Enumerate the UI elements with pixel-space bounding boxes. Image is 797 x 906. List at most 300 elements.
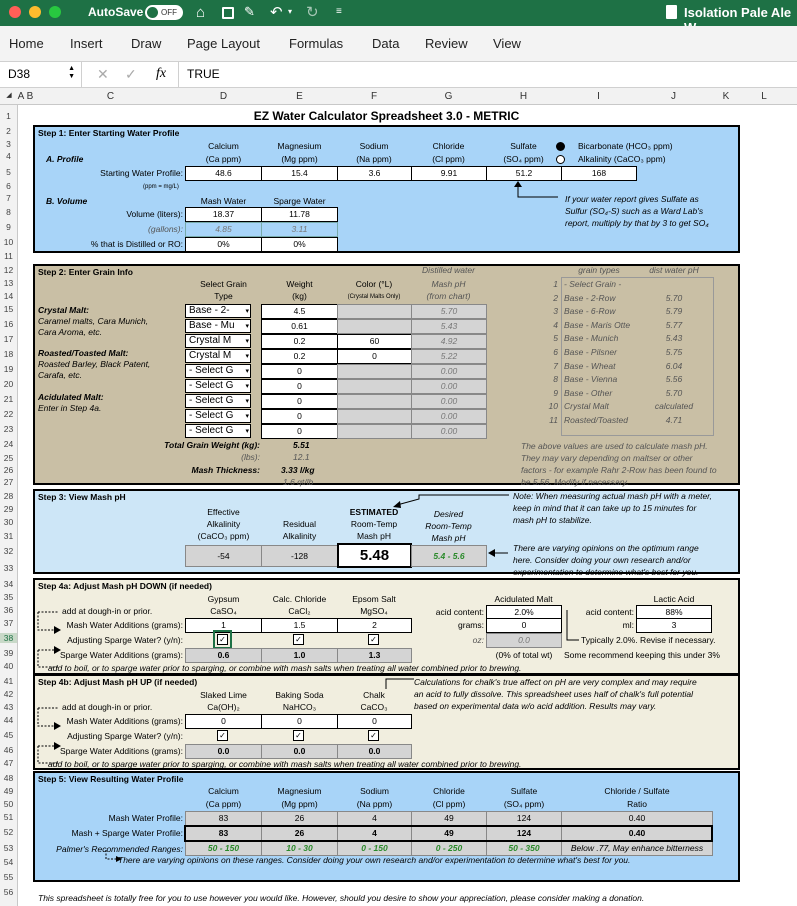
palmer-range-value: 0 - 150 bbox=[337, 841, 412, 856]
start-sodium-input[interactable]: 3.6 bbox=[337, 166, 412, 181]
grain-weight-input[interactable]: 0.2 bbox=[261, 349, 338, 364]
row-header[interactable]: 3 bbox=[6, 139, 11, 149]
step4a-heading: Step 4a: Adjust Mash pH DOWN (if needed) bbox=[38, 581, 212, 591]
mash-profile-value: 0.40 bbox=[561, 811, 713, 826]
undo-icon[interactable]: ↶ bbox=[270, 4, 283, 21]
gallons-label: (gallons): bbox=[148, 224, 183, 234]
sparge-gallons: 3.11 bbox=[261, 222, 338, 237]
col-header-i[interactable]: I bbox=[597, 91, 600, 102]
grain-list-name: Base - 2-Row bbox=[564, 292, 616, 303]
row-header[interactable]: 53 bbox=[3, 843, 14, 853]
row-header[interactable]: 5 bbox=[6, 167, 11, 177]
step1-unit-sulfate: (SO₄ ppm) bbox=[503, 154, 544, 164]
recommend-note: Some recommend keeping this under 3% bbox=[564, 650, 720, 660]
mash-thickness-value: 3.33 l/kg bbox=[281, 465, 315, 475]
grain-mash-ph: 0.00 bbox=[411, 364, 487, 379]
col-header-f[interactable]: F bbox=[370, 91, 378, 102]
grain-color-input bbox=[337, 394, 412, 409]
mash-thickness-qt: 1.6 qt/lb bbox=[283, 477, 314, 487]
step1-unit-magnesium: (Mg ppm) bbox=[281, 154, 318, 164]
sparge-liters-input[interactable]: 11.78 bbox=[261, 207, 338, 222]
title-bar bbox=[0, 0, 797, 26]
roasted-malt-desc-1: Roasted Barley, Black Patent, bbox=[38, 359, 151, 369]
grain-mash-ph: 0.00 bbox=[411, 409, 487, 424]
select-all-icon[interactable]: ◢ bbox=[6, 92, 12, 99]
residual-header-1: Residual bbox=[282, 519, 317, 529]
result-unit: (Na ppm) bbox=[356, 799, 393, 809]
desired-header-2: Room-Temp bbox=[425, 521, 472, 531]
chalk-sparge-checkbox[interactable]: ✓ bbox=[368, 730, 379, 741]
footer-note: This spreadsheet is totally free for you to use however you would like. However, should you desire to show your appreciation, please consider making a donation. bbox=[38, 893, 645, 903]
acid-content-input[interactable]: 2.0% bbox=[486, 605, 562, 620]
row-header[interactable]: 48 bbox=[3, 773, 14, 783]
dropdown-arrow-icon: ▾ bbox=[245, 413, 249, 420]
total-weight-label: Total Grain Weight (kg): bbox=[164, 440, 260, 450]
row-header[interactable]: 51 bbox=[3, 812, 14, 822]
effective-header-1: Effective bbox=[207, 507, 240, 517]
result-header: Chloride / Sulfate bbox=[604, 786, 670, 796]
tab-page-layout[interactable]: Page Layout bbox=[187, 36, 261, 51]
row-header[interactable]: 14 bbox=[3, 291, 14, 301]
row-headers bbox=[0, 105, 18, 906]
row-header[interactable]: 47 bbox=[3, 758, 14, 768]
cell-reference: D38 bbox=[8, 67, 31, 81]
col-header-e[interactable]: E bbox=[296, 91, 303, 102]
col-header-b[interactable]: B bbox=[26, 91, 34, 102]
step1-unit-calcium: (Ca ppm) bbox=[205, 154, 242, 164]
grain-type-value: Crystal M bbox=[189, 335, 232, 346]
mash-profile-value: 124 bbox=[486, 811, 562, 826]
row-header[interactable]: 30 bbox=[3, 517, 14, 527]
total-profile-value: 26 bbox=[261, 826, 338, 841]
cancel-formula-icon[interactable]: ✕ bbox=[97, 66, 109, 82]
result-header: Magnesium bbox=[277, 786, 322, 796]
result-unit: Ratio bbox=[627, 799, 647, 809]
tab-formulas[interactable]: Formulas bbox=[289, 36, 344, 51]
grain-list-number: 11 bbox=[549, 415, 558, 425]
grain-list-name: Base - 6-Row bbox=[564, 306, 616, 317]
grain-weight-input[interactable]: 0 bbox=[261, 394, 338, 409]
estimated-header-3: Mash pH bbox=[356, 531, 391, 541]
epsom-salt-header: Epsom Salt bbox=[352, 594, 396, 604]
roasted-malt-label: Roasted/Toasted Malt: bbox=[38, 348, 129, 358]
row-header[interactable]: 55 bbox=[3, 872, 14, 882]
step1-unit-sodium: (Na ppm) bbox=[356, 154, 392, 164]
acidulated-malt-header: Acidulated Malt bbox=[494, 594, 553, 604]
row-header[interactable]: 40 bbox=[3, 661, 14, 671]
baking-soda-mash-input[interactable]: 0 bbox=[261, 714, 338, 729]
desired-header-1: Desired bbox=[433, 509, 464, 519]
mash-profile-value: 4 bbox=[337, 811, 412, 826]
row-header[interactable]: 41 bbox=[3, 676, 14, 686]
formula-bar bbox=[0, 62, 797, 88]
grain-type-select[interactable] bbox=[185, 304, 251, 318]
lactic-ml-input[interactable]: 3 bbox=[636, 618, 712, 633]
dropdown-arrow-icon: ▾ bbox=[245, 308, 249, 315]
start-bicarbonate-input[interactable]: 168 bbox=[561, 166, 637, 181]
effective-header-2: Alkalinity bbox=[206, 519, 241, 529]
grain-type-value: - Select G bbox=[189, 410, 234, 421]
volume-label: B. Volume bbox=[46, 196, 88, 206]
row-header[interactable]: 11 bbox=[4, 251, 13, 261]
crystal-malt-label: Crystal Malt: bbox=[38, 305, 90, 315]
start-calcium-input[interactable]: 48.6 bbox=[185, 166, 262, 181]
chalk-note-2: an acid to fully dissolve. This spreadsheet uses half of chalk's full potential bbox=[414, 689, 693, 699]
row-header[interactable]: 18 bbox=[3, 349, 14, 359]
grain-list-name: Base - Maris Otte bbox=[564, 319, 631, 330]
row-header[interactable]: 10 bbox=[3, 237, 14, 247]
total-profile-value: 83 bbox=[185, 826, 262, 841]
grain-weight-input[interactable]: 0 bbox=[261, 379, 338, 394]
row-header[interactable]: 24 bbox=[3, 439, 14, 449]
grain-list-number: 3 bbox=[553, 306, 558, 317]
col-header-l[interactable]: L bbox=[761, 91, 767, 102]
start-sulfate-input[interactable]: 51.2 bbox=[486, 166, 562, 181]
grain-color-input bbox=[337, 304, 412, 319]
meter-note-1: Note: When measuring actual mash pH with a meter, bbox=[513, 491, 712, 501]
row-header[interactable]: 31 bbox=[3, 531, 14, 541]
mash-ro-input[interactable]: 0% bbox=[185, 237, 262, 252]
grain-type-value: - Select G bbox=[189, 380, 234, 391]
row-header[interactable]: 32 bbox=[3, 546, 14, 556]
confirm-formula-icon[interactable]: ✓ bbox=[125, 66, 137, 82]
grain-weight-input[interactable]: 4.5 bbox=[261, 304, 338, 319]
grain-list-ph: 5.70 bbox=[665, 292, 683, 303]
grain-weight-input[interactable]: 0 bbox=[261, 409, 338, 424]
col-header-a[interactable]: A bbox=[17, 91, 25, 102]
row-header[interactable]: 4 bbox=[6, 151, 11, 161]
maximize-window-button[interactable] bbox=[49, 6, 61, 18]
mash-additions-label-4b: Mash Water Additions (grams): bbox=[66, 716, 183, 726]
row-header[interactable]: 39 bbox=[3, 648, 14, 658]
palmer-range-value: 50 - 150 bbox=[185, 841, 262, 856]
row-header[interactable]: 42 bbox=[3, 689, 14, 699]
baking-soda-sparge-value: 0.0 bbox=[261, 744, 338, 759]
grain-color-input[interactable]: 0 bbox=[337, 349, 412, 364]
fx-icon[interactable]: fx bbox=[156, 66, 167, 81]
gypsum-header: Gypsum bbox=[207, 594, 240, 604]
grain-mash-ph: 0.00 bbox=[411, 394, 487, 409]
adjust-sparge-label-4a: Adjusting Sparge Water? (y/n): bbox=[67, 635, 183, 645]
file-icon bbox=[666, 5, 677, 19]
step1-header-sulfate: Sulfate bbox=[510, 141, 537, 151]
mash-profile-value: 83 bbox=[185, 811, 262, 826]
window-title: Isolation Pale Ale bbox=[684, 5, 792, 20]
undo-dropdown-icon[interactable]: ▾ bbox=[288, 7, 293, 16]
row-header[interactable]: 9 bbox=[6, 222, 11, 232]
estimated-header-1: ESTIMATED bbox=[349, 507, 399, 517]
calc-chloride-header: Calc. Chloride bbox=[272, 594, 327, 604]
grain-type-select[interactable] bbox=[185, 319, 251, 333]
epsom-salt-sparge-value: 1.3 bbox=[337, 648, 412, 663]
row-header[interactable]: 38 bbox=[0, 633, 17, 643]
grain-list-number: 7 bbox=[553, 360, 558, 371]
acid-oz-value: 0.0 bbox=[486, 633, 562, 648]
dropdown-arrow-icon: ▾ bbox=[245, 398, 249, 405]
result-header: Calcium bbox=[208, 786, 239, 796]
tab-view[interactable]: View bbox=[493, 36, 521, 51]
sulfur-note-2: Sulfur (SO₄-S) such as a Ward Lab's bbox=[565, 206, 704, 216]
total-profile-value: 124 bbox=[486, 826, 562, 841]
residual-alkalinity-value: -128 bbox=[261, 545, 338, 567]
dropdown-arrow-icon: ▾ bbox=[245, 323, 249, 330]
grain-type-select[interactable] bbox=[185, 394, 251, 408]
chalk-mash-input[interactable]: 0 bbox=[337, 714, 412, 729]
epsom-salt-formula: MgSO₄ bbox=[360, 606, 388, 616]
grain-list-name: Crystal Malt bbox=[564, 401, 609, 412]
home-icon[interactable]: ⌂ bbox=[196, 4, 206, 21]
row-header[interactable]: 1 bbox=[6, 111, 11, 121]
baking-soda-sparge-checkbox[interactable]: ✓ bbox=[293, 730, 304, 741]
result-header: Sodium bbox=[360, 786, 389, 796]
grain-type-select[interactable] bbox=[185, 424, 251, 438]
dough-in-label-4a: add at dough-in or prior. bbox=[62, 606, 153, 616]
step1-header-calcium: Calcium bbox=[208, 141, 239, 151]
sparge-water-header: Sparge Water bbox=[273, 196, 326, 206]
chalk-note-3: based on experimental data w/o acid addition. Results may vary. bbox=[414, 701, 657, 711]
bicarbonate-radio[interactable] bbox=[556, 142, 565, 151]
color-header: Color (°L) bbox=[355, 279, 393, 289]
grain-list-name: - Select Grain - bbox=[564, 279, 622, 289]
result-header: Sulfate bbox=[510, 786, 538, 796]
grain-weight-input[interactable]: 0.2 bbox=[261, 334, 338, 349]
grain-list-number: 2 bbox=[553, 292, 558, 303]
lactic-content-label: acid content: bbox=[585, 607, 634, 617]
effective-header-3: (CaCO₃ ppm) bbox=[197, 531, 250, 541]
grain-list-name: Base - Munich bbox=[564, 333, 619, 344]
grain-mash-ph: 5.43 bbox=[411, 319, 487, 334]
row-header[interactable]: 35 bbox=[3, 592, 14, 602]
chalk-formula: CaCO₃ bbox=[360, 702, 388, 712]
row-header[interactable]: 37 bbox=[3, 618, 14, 628]
row-header[interactable]: 45 bbox=[3, 730, 14, 740]
row-header[interactable]: 56 bbox=[3, 887, 14, 897]
acid-grams-label: grams: bbox=[458, 620, 484, 630]
edit-icon[interactable]: ✎ bbox=[244, 4, 255, 19]
mash-thickness-label: Mash Thickness: bbox=[191, 465, 260, 475]
grain-weight-input[interactable]: 0 bbox=[261, 424, 338, 439]
start-chloride-input[interactable]: 9.91 bbox=[411, 166, 487, 181]
acidulated-malt-label: Acidulated Malt: bbox=[38, 392, 104, 402]
row-header[interactable]: 27 bbox=[3, 477, 14, 487]
minimize-window-button[interactable] bbox=[29, 6, 41, 18]
col-header-j[interactable]: J bbox=[671, 91, 676, 102]
meter-note-2: keep in mind that it can take up to 15 minutes for bbox=[513, 503, 697, 513]
palmer-range-value: 50 - 350 bbox=[486, 841, 562, 856]
alkalinity-radio[interactable] bbox=[556, 155, 565, 164]
sheet-title: EZ Water Calculator Spreadsheet 3.0 - METRIC bbox=[253, 109, 520, 123]
total-profile-value: 0.40 bbox=[561, 826, 713, 841]
row-header[interactable]: 28 bbox=[3, 491, 14, 501]
col-header-h[interactable]: H bbox=[519, 91, 528, 102]
palmer-range-value: 10 - 30 bbox=[261, 841, 338, 856]
tab-review[interactable]: Review bbox=[425, 36, 468, 51]
row-header[interactable]: 13 bbox=[3, 278, 14, 288]
ppm-note: (ppm = mg/L) bbox=[143, 184, 179, 190]
start-magnesium-input[interactable]: 15.4 bbox=[261, 166, 338, 181]
row-header[interactable]: 12 bbox=[3, 265, 14, 275]
gypsum-formula: CaSO₄ bbox=[210, 606, 237, 616]
grain-types-header: grain types bbox=[578, 265, 620, 275]
acid-grams-input[interactable]: 0 bbox=[486, 618, 562, 633]
tab-data[interactable]: Data bbox=[372, 36, 400, 51]
step1-heading: Step 1: Enter Starting Water Profile bbox=[38, 128, 180, 138]
col-header-g[interactable]: G bbox=[444, 91, 453, 102]
grain-list-name: Base - Wheat bbox=[564, 360, 616, 371]
row-header[interactable]: 52 bbox=[3, 827, 14, 837]
step5-heading: Step 5: View Resulting Water Profile bbox=[38, 774, 184, 784]
step1-header-sodium: Sodium bbox=[359, 141, 389, 151]
grain-list-name: Base - Vienna bbox=[564, 374, 618, 385]
mash-profile-value: 49 bbox=[411, 811, 487, 826]
grain-type-select[interactable] bbox=[185, 379, 251, 393]
row-header[interactable]: 29 bbox=[3, 504, 14, 514]
slaked-lime-sparge-checkbox[interactable]: ✓ bbox=[217, 730, 228, 741]
total-profile-highlight bbox=[184, 825, 713, 842]
row-header[interactable]: 23 bbox=[3, 424, 14, 434]
grain-type-select[interactable] bbox=[185, 364, 251, 378]
row-header[interactable]: 26 bbox=[3, 465, 14, 475]
row-header[interactable]: 34 bbox=[3, 579, 14, 589]
desired-header-3: Mash pH bbox=[431, 533, 466, 543]
grain-type-value: - Select G bbox=[189, 395, 234, 406]
grain-mash-ph: 0.00 bbox=[411, 379, 487, 394]
total-profile-value: 49 bbox=[411, 826, 487, 841]
redo-icon[interactable]: ↻ bbox=[306, 4, 319, 21]
grain-list-number: 9 bbox=[553, 387, 558, 398]
row-header[interactable]: 16 bbox=[3, 319, 14, 329]
sparge-additions-label-4b: Sparge Water Additions (grams): bbox=[60, 746, 183, 756]
row-header[interactable]: 8 bbox=[6, 207, 11, 217]
save-icon[interactable] bbox=[222, 7, 234, 19]
slaked-lime-formula: Ca(OH)₂ bbox=[207, 702, 240, 712]
lactic-content-input[interactable]: 88% bbox=[636, 605, 712, 620]
row-header[interactable]: 44 bbox=[3, 715, 14, 725]
crystal-malt-desc-1: Caramel malts, Cara Munich, bbox=[38, 316, 149, 326]
calc-chloride-mash-input[interactable]: 1.5 bbox=[261, 618, 338, 633]
row-header[interactable]: 36 bbox=[3, 605, 14, 615]
crystal-malt-desc-2: Cara Aroma, etc. bbox=[38, 327, 102, 337]
grain-type-select[interactable] bbox=[185, 409, 251, 423]
grain-type-select[interactable] bbox=[185, 334, 251, 348]
grain-note-4: be 5.56. Modify if necessary. bbox=[521, 477, 629, 487]
grain-list-ph: 5.79 bbox=[665, 306, 683, 317]
tab-insert[interactable]: Insert bbox=[70, 36, 103, 51]
slaked-lime-header: Slaked Lime bbox=[200, 690, 247, 700]
acid-percent-note: (0% of total wt) bbox=[495, 650, 553, 660]
bicarbonate-label: Bicarbonate (HCO₃ ppm) bbox=[578, 141, 673, 151]
total-weight-lbs: 12.1 bbox=[293, 452, 310, 462]
row-header[interactable]: 54 bbox=[3, 857, 14, 867]
acidulated-malt-desc: Enter in Step 4a. bbox=[38, 403, 102, 413]
palmer-range-value: Below .77, May enhance bitterness bbox=[561, 841, 713, 856]
weight-unit-header: (kg) bbox=[292, 291, 307, 301]
sulfur-note-1: If your water report gives Sulfate as bbox=[565, 194, 699, 204]
row-header[interactable]: 50 bbox=[3, 799, 14, 809]
col-header-d[interactable]: D bbox=[219, 91, 228, 102]
dropdown-arrow-icon: ▾ bbox=[245, 353, 249, 360]
grain-color-input bbox=[337, 409, 412, 424]
grain-mash-ph: 5.22 bbox=[411, 349, 487, 364]
gypsum-mash-input[interactable]: 1 bbox=[185, 618, 262, 633]
row-header[interactable]: 49 bbox=[3, 786, 14, 796]
dropdown-arrow-icon: ▾ bbox=[245, 428, 249, 435]
name-box-stepper-icon[interactable]: ▲ ▼ bbox=[68, 65, 75, 80]
close-window-button[interactable] bbox=[9, 6, 21, 18]
grain-color-input bbox=[337, 379, 412, 394]
mash-water-header: Mash Water bbox=[200, 196, 247, 206]
slaked-lime-mash-input[interactable]: 0 bbox=[185, 714, 262, 729]
epsom-salt-sparge-checkbox[interactable]: ✓ bbox=[368, 634, 379, 645]
mash-liters-input[interactable]: 18.37 bbox=[185, 207, 262, 222]
autosave-label: AutoSave bbox=[88, 5, 144, 19]
row-header[interactable]: 46 bbox=[3, 745, 14, 755]
grain-list-number: 6 bbox=[553, 347, 558, 357]
row-header[interactable]: 17 bbox=[3, 334, 14, 344]
grain-weight-input[interactable]: 0.61 bbox=[261, 319, 338, 334]
weight-header: Weight bbox=[286, 279, 313, 289]
row-header[interactable]: 15 bbox=[3, 304, 14, 314]
grain-type-select[interactable] bbox=[185, 349, 251, 363]
chalk-sparge-value: 0.0 bbox=[337, 744, 412, 759]
row-header[interactable]: 43 bbox=[3, 702, 14, 712]
col-header-k[interactable]: K bbox=[722, 91, 730, 102]
row-header[interactable]: 2 bbox=[6, 126, 11, 136]
grain-type-header: Type bbox=[214, 291, 233, 301]
row-header[interactable]: 19 bbox=[3, 364, 14, 374]
gypsum-sparge-checkbox[interactable]: ✓ bbox=[217, 634, 228, 645]
distilled-header: Distilled water bbox=[422, 265, 475, 275]
select-grain-header: Select Grain bbox=[200, 279, 247, 289]
row-header[interactable]: 22 bbox=[3, 409, 14, 419]
name-box[interactable] bbox=[0, 62, 82, 87]
range-note-2: here. Consider doing your own research and/or bbox=[513, 555, 691, 565]
liters-label: Volume (liters): bbox=[126, 209, 183, 219]
row-header[interactable]: 25 bbox=[3, 453, 14, 463]
customize-toolbar-icon[interactable]: ≡ bbox=[336, 6, 342, 17]
col-header-c[interactable]: C bbox=[106, 91, 115, 102]
acid-content-label: acid content: bbox=[435, 607, 484, 617]
range-note-3: experimentation to determine what's best for you. bbox=[513, 567, 699, 577]
range-note-1: There are varying opinions on the optimum range bbox=[513, 543, 699, 553]
calc-chloride-sparge-value: 1.0 bbox=[261, 648, 338, 663]
residual-header-2: Alkalinity bbox=[282, 531, 317, 541]
estimated-header-2: Room-Temp bbox=[350, 519, 398, 529]
row-header[interactable]: 33 bbox=[3, 563, 14, 573]
grain-type-value: Crystal M bbox=[189, 350, 232, 361]
grain-color-input[interactable]: 60 bbox=[337, 334, 412, 349]
ribbon-tabs bbox=[0, 26, 797, 62]
range-arrow-icon bbox=[488, 545, 510, 561]
sparge-ro-input[interactable]: 0% bbox=[261, 237, 338, 252]
baking-soda-header: Baking Soda bbox=[275, 690, 324, 700]
grain-weight-input[interactable]: 0 bbox=[261, 364, 338, 379]
row-header[interactable]: 7 bbox=[6, 193, 11, 203]
mash-ph-header: Mash pH bbox=[431, 279, 466, 289]
starting-profile-label: Starting Water Profile: bbox=[100, 168, 183, 178]
row-header[interactable]: 21 bbox=[3, 394, 14, 404]
row-header[interactable]: 20 bbox=[3, 379, 14, 389]
palmer-label: Palmer's Recommended Ranges: bbox=[56, 844, 183, 854]
autosave-toggle[interactable] bbox=[145, 5, 183, 20]
formula-input[interactable]: TRUE bbox=[178, 62, 797, 87]
epsom-salt-mash-input[interactable]: 2 bbox=[337, 618, 412, 633]
calc-chloride-sparge-checkbox[interactable]: ✓ bbox=[293, 634, 304, 645]
row-header[interactable]: 6 bbox=[6, 181, 11, 191]
tab-home[interactable]: Home bbox=[9, 36, 44, 51]
grain-type-value: Base - Mu bbox=[189, 320, 235, 331]
tab-draw[interactable]: Draw bbox=[131, 36, 162, 51]
